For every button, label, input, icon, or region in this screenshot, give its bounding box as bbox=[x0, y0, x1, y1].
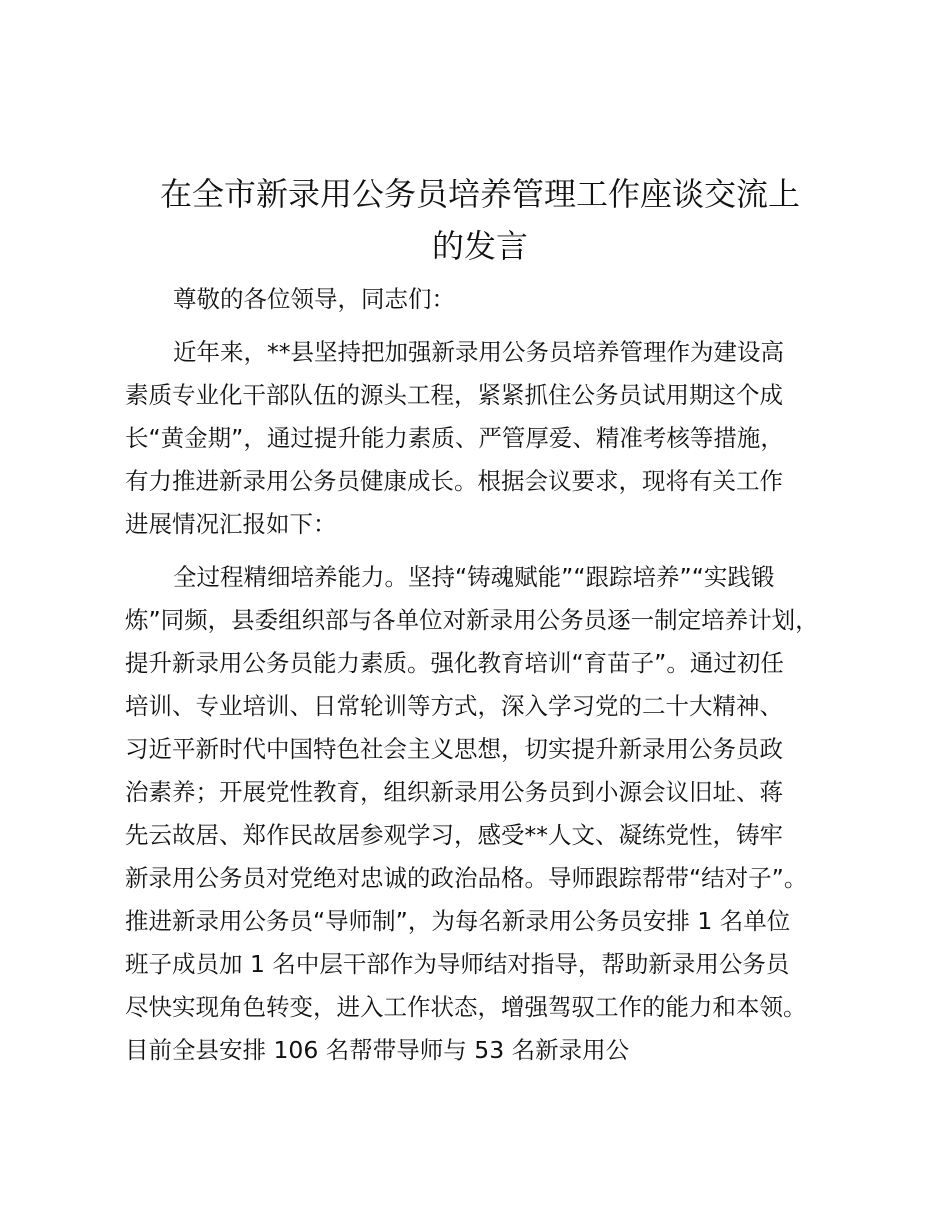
paragraph-line: 尽快实现角色转变，进入工作状态，增强驾驭工作的能力和本领。 bbox=[125, 993, 807, 1021]
salutation: 尊敬的各位领导，同志们： bbox=[173, 285, 455, 313]
paragraph-line: 先云故居、郑作民故居参观学习，感受**人文、凝练党性，铸牢 bbox=[125, 821, 783, 849]
paragraph-line: 长“黄金期”，通过提升能力素质、严管厚爱、精准考核等措施， bbox=[125, 424, 784, 452]
title-line: 的发言 bbox=[431, 227, 528, 265]
paragraph-line: 近年来，**县坚持把加强新录用公务员培养管理作为建设高 bbox=[173, 338, 784, 366]
paragraph-line: 新录用公务员对党绝对忠诚的政治品格。导师跟踪帮带“结对子”。 bbox=[125, 864, 808, 892]
paragraph-line: 习近平新时代中国特色社会主义思想，切实提升新录用公务员政 bbox=[125, 735, 783, 763]
title-line: 在全市新录用公务员培养管理工作座谈交流上 bbox=[159, 175, 800, 213]
paragraph-line: 推进新录用公务员“导师制”，为每名新录用公务员安排 1 名单位 bbox=[125, 907, 791, 935]
paragraph-line: 全过程精细培养能力。坚持“铸魂赋能”“跟踪培养”“实践锻 bbox=[173, 563, 775, 591]
paragraph-line: 提升新录用公务员能力素质。强化教育培训“育苗子”。通过初任 bbox=[125, 649, 784, 677]
paragraph-line: 班子成员加 1 名中层干部作为导师结对指导，帮助新录用公务员 bbox=[125, 950, 790, 978]
paragraph-line: 培训、专业培训、日常轮训等方式，深入学习党的二十大精神、 bbox=[125, 692, 783, 720]
paragraph-line: 炼”同频，县委组织部与各单位对新录用公务员逐一制定培养计划， bbox=[125, 606, 819, 634]
paragraph-line: 治素养；开展党性教育，组织新录用公务员到小源会议旧址、蒋 bbox=[125, 778, 783, 806]
paragraph-line: 目前全县安排 106 名帮带导师与 53 名新录用公 bbox=[125, 1036, 630, 1064]
document-title bbox=[125, 168, 835, 272]
paragraph-line: 进展情况汇报如下： bbox=[125, 510, 337, 538]
paragraph-line: 素质专业化干部队伍的源头工程，紧紧抓住公务员试用期这个成 bbox=[125, 381, 783, 409]
paragraph-line: 有力推进新录用公务员健康成长。根据会议要求，现将有关工作 bbox=[125, 467, 783, 495]
